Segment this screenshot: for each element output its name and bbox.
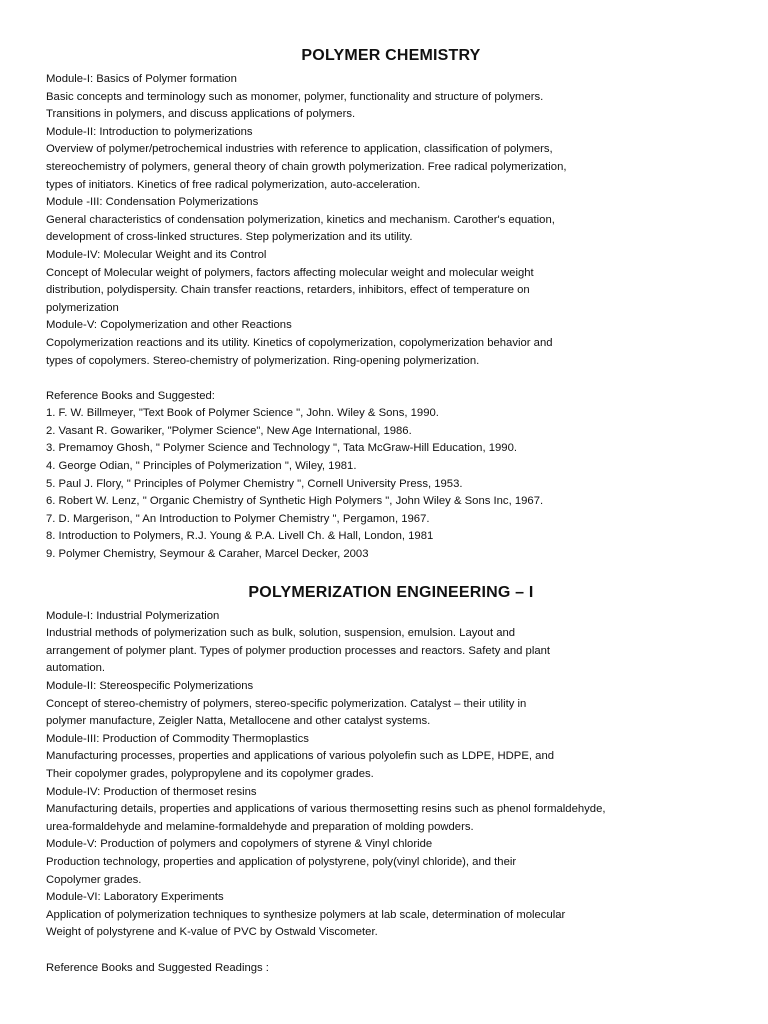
text-line: General characteristics of condensation polymerization, kinetics and mechanism. Carother's equation,: [46, 213, 555, 226]
module-heading: Module-V: Production of polymers and copolymers of styrene & Vinyl chloride: [46, 838, 433, 851]
module-heading: Module -III: Condensation Polymerizations: [46, 196, 259, 209]
blank-line: [46, 370, 736, 388]
text-line: Copolymer grades.: [46, 873, 142, 886]
text-line: Application of polymerization techniques to synthesize polymers at lab scale, determination of molecular: [46, 908, 566, 921]
module-heading: Module-IV: Molecular Weight and its Control: [46, 248, 267, 261]
module-heading: Module-III: Production of Commodity Thermoplastics: [46, 732, 309, 745]
text-line: types of copolymers. Stereo-chemistry of polymerization. Ring-opening polymerization.: [46, 354, 480, 367]
module-heading: Module-IV: Production of thermoset resins: [46, 785, 257, 798]
reference-item: 9. Polymer Chemistry, Seymour & Caraher, Marcel Decker, 2003: [46, 548, 369, 561]
section-body-polymer-chemistry: [46, 71, 736, 564]
module-heading: Module-VI: Laboratory Experiments: [46, 891, 224, 904]
text-line: Production technology, properties and application of polystyrene, poly(vinyl chloride), and their: [46, 855, 517, 868]
text-line: Manufacturing details, properties and applications of various thermosetting resins such as phenol formaldehyde,: [46, 803, 606, 816]
section-title-polymer-chemistry: POLYMER CHEMISTRY: [301, 47, 481, 64]
text-line: development of cross-linked structures. Step polymerization and its utility.: [46, 231, 413, 244]
reference-item: 5. Paul J. Flory, " Principles of Polymer Chemistry ", Cornell University Press, 1953.: [46, 477, 463, 490]
reference-item: 1. F. W. Billmeyer, "Text Book of Polymer Science ", John. Wiley & Sons, 1990.: [46, 407, 439, 420]
text-line: arrangement of polymer plant. Types of polymer production processes and reactors. Safety and plant: [46, 644, 551, 657]
section-title-polymerization-engineering: POLYMERIZATION ENGINEERING – I: [248, 583, 534, 601]
text-line: polymer manufacture, Zeigler Natta, Metallocene and other catalyst systems.: [46, 715, 431, 728]
blank-line: [46, 942, 736, 960]
section-body-polymerization-engineering: [46, 608, 736, 977]
reference-item: 6. Robert W. Lenz, " Organic Chemistry of Synthetic High Polymers ", John Wiley & Sons Inc, 1967.: [46, 495, 544, 508]
text-line: Copolymerization reactions and its utility. Kinetics of copolymerization, copolymerization behavior and: [46, 336, 553, 349]
references-heading: Reference Books and Suggested Readings :: [46, 961, 269, 974]
module-heading: Module-V: Copolymerization and other Reactions: [46, 319, 292, 332]
module-heading: Module-I: Industrial Polymerization: [46, 609, 220, 622]
text-line: Overview of polymer/petrochemical industries with reference to application, classification of polymers,: [46, 143, 553, 156]
text-line: Their copolymer grades, polypropylene and its copolymer grades.: [46, 767, 374, 780]
text-line: types of initiators. Kinetics of free radical polymerization, auto-acceleration.: [46, 178, 421, 191]
text-line: polymerization: [46, 301, 119, 314]
text-line: automation.: [46, 662, 106, 675]
text-line: Concept of Molecular weight of polymers, factors affecting molecular weight and molecular weight: [46, 266, 534, 279]
reference-item: 3. Premamoy Ghosh, " Polymer Science and Technology ", Tata McGraw-Hill Education, 1990.: [46, 442, 517, 455]
module-heading: Module-II: Stereospecific Polymerizations: [46, 680, 254, 692]
module-heading: Module-II: Introduction to polymerizations: [46, 125, 253, 138]
text-line: Transitions in polymers, and discuss applications of polymers.: [46, 108, 356, 121]
module-heading: Module-I: Basics of Polymer formation: [46, 73, 237, 85]
document-page: [46, 44, 736, 977]
text-line: Manufacturing processes, properties and applications of various polyolefin such as LDPE, HDPE, and: [46, 750, 555, 763]
text-line: Concept of stereo-chemistry of polymers, stereo-specific polymerization. Catalyst – their utility in: [46, 697, 527, 710]
text-line: Weight of polystyrene and K-value of PVC by Ostwald Viscometer.: [46, 926, 378, 939]
text-line: stereochemistry of polymers, general theory of chain growth polymerization. Free radical polymerization,: [46, 160, 567, 173]
text-line: Basic concepts and terminology such as monomer, polymer, functionality and structure of polymers.: [46, 90, 544, 103]
text-line: distribution, polydispersity. Chain transfer reactions, retarders, inhibitors, effect of temperature on: [46, 284, 530, 297]
reference-item: 8. Introduction to Polymers, R.J. Young & P.A. Livell Ch. & Hall, London, 1981: [46, 530, 434, 543]
text-line: urea-formaldehyde and melamine-formaldehyde and preparation of molding powders.: [46, 820, 474, 833]
reference-item: 7. D. Margerison, " An Introduction to Polymer Chemistry ", Pergamon, 1967.: [46, 512, 430, 525]
reference-item: 2. Vasant R. Gowariker, "Polymer Science", New Age International, 1986.: [46, 424, 412, 437]
text-line: Industrial methods of polymerization such as bulk, solution, suspension, emulsion. Layout and: [46, 627, 516, 640]
references-heading: Reference Books and Suggested:: [46, 389, 215, 402]
reference-item: 4. George Odian, " Principles of Polymerization ", Wiley, 1981.: [46, 460, 357, 473]
